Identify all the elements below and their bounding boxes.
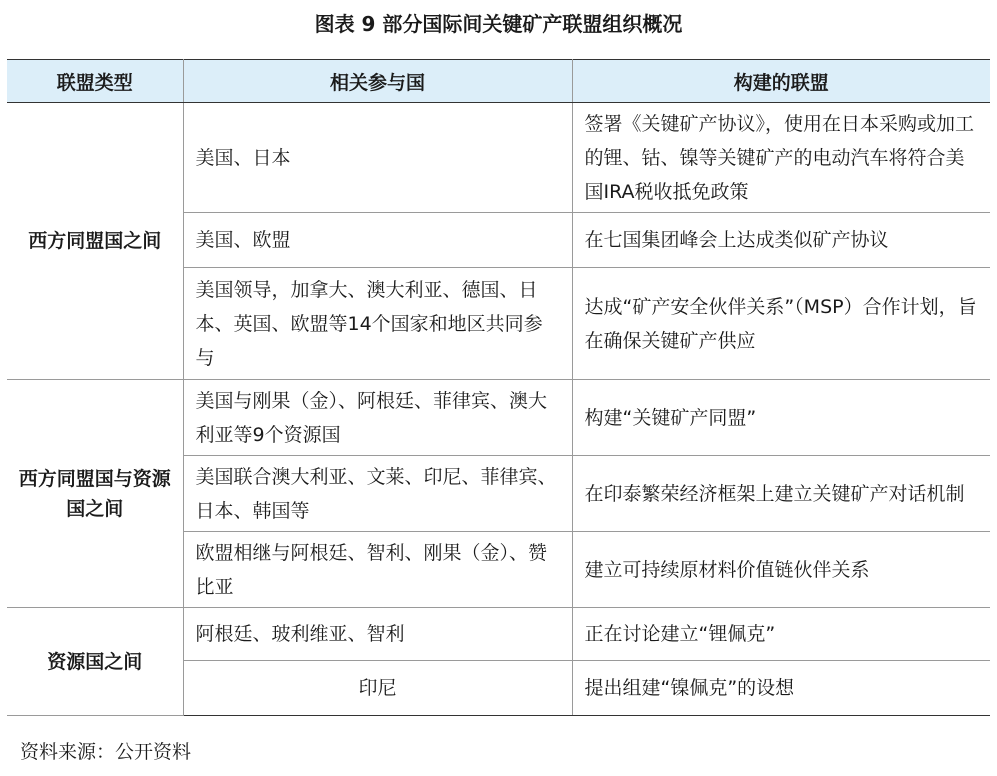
group-type-resource-countries: 资源国之间 [7, 608, 183, 716]
alliance-cell: 在七国集团峰会上达成类似矿产协议 [572, 213, 990, 268]
participants-cell: 美国、欧盟 [183, 213, 572, 268]
header-row [7, 60, 990, 103]
alliance-cell: 达成“矿产安全伙伴关系”（MSP）合作计划，旨在确保关键矿产供应 [572, 268, 990, 380]
group-type-western-allies: 西方同盟国之间 [7, 103, 183, 380]
group-type-allies-and-resource-countries: 西方同盟国与资源国之间 [7, 380, 183, 608]
alliance-cell: 正在讨论建立“锂佩克” [572, 608, 990, 661]
alliance-table [7, 59, 990, 716]
participants-cell: 美国与刚果（金）、阿根廷、菲律宾、澳大利亚等9个资源国 [183, 380, 572, 456]
header-participants: 相关参与国 [183, 60, 572, 103]
header-alliance-type: 联盟类型 [7, 60, 183, 103]
participants-cell: 美国、日本 [183, 103, 572, 213]
alliance-cell: 提出组建“镍佩克”的设想 [572, 661, 990, 716]
table-row [7, 608, 990, 661]
source-note: 资料来源：公开资料 [20, 741, 192, 763]
header-alliance: 构建的联盟 [572, 60, 990, 103]
participants-cell: 印尼 [183, 661, 572, 716]
table-row [7, 103, 990, 213]
table-row [7, 380, 990, 456]
alliance-cell: 在印泰繁荣经济框架上建立关键矿产对话机制 [572, 456, 990, 532]
participants-cell: 美国联合澳大利亚、文莱、印尼、菲律宾、日本、韩国等 [183, 456, 572, 532]
alliance-cell: 构建“关键矿产同盟” [572, 380, 990, 456]
table-title: 图表 9 部分国际间关键矿产联盟组织概况 [314, 12, 683, 36]
participants-cell: 欧盟相继与阿根廷、智利、刚果（金）、赞比亚 [183, 532, 572, 608]
participants-cell: 美国领导，加拿大、澳大利亚、德国、日本、英国、欧盟等14个国家和地区共同参与 [183, 268, 572, 380]
alliance-cell: 建立可持续原材料价值链伙伴关系 [572, 532, 990, 608]
alliance-cell: 签署《关键矿产协议》，使用在日本采购或加工的锂、钴、镍等关键矿产的电动汽车将符合美国IRA税收抵免政策 [572, 103, 990, 213]
participants-cell: 阿根廷、玻利维亚、智利 [183, 608, 572, 661]
